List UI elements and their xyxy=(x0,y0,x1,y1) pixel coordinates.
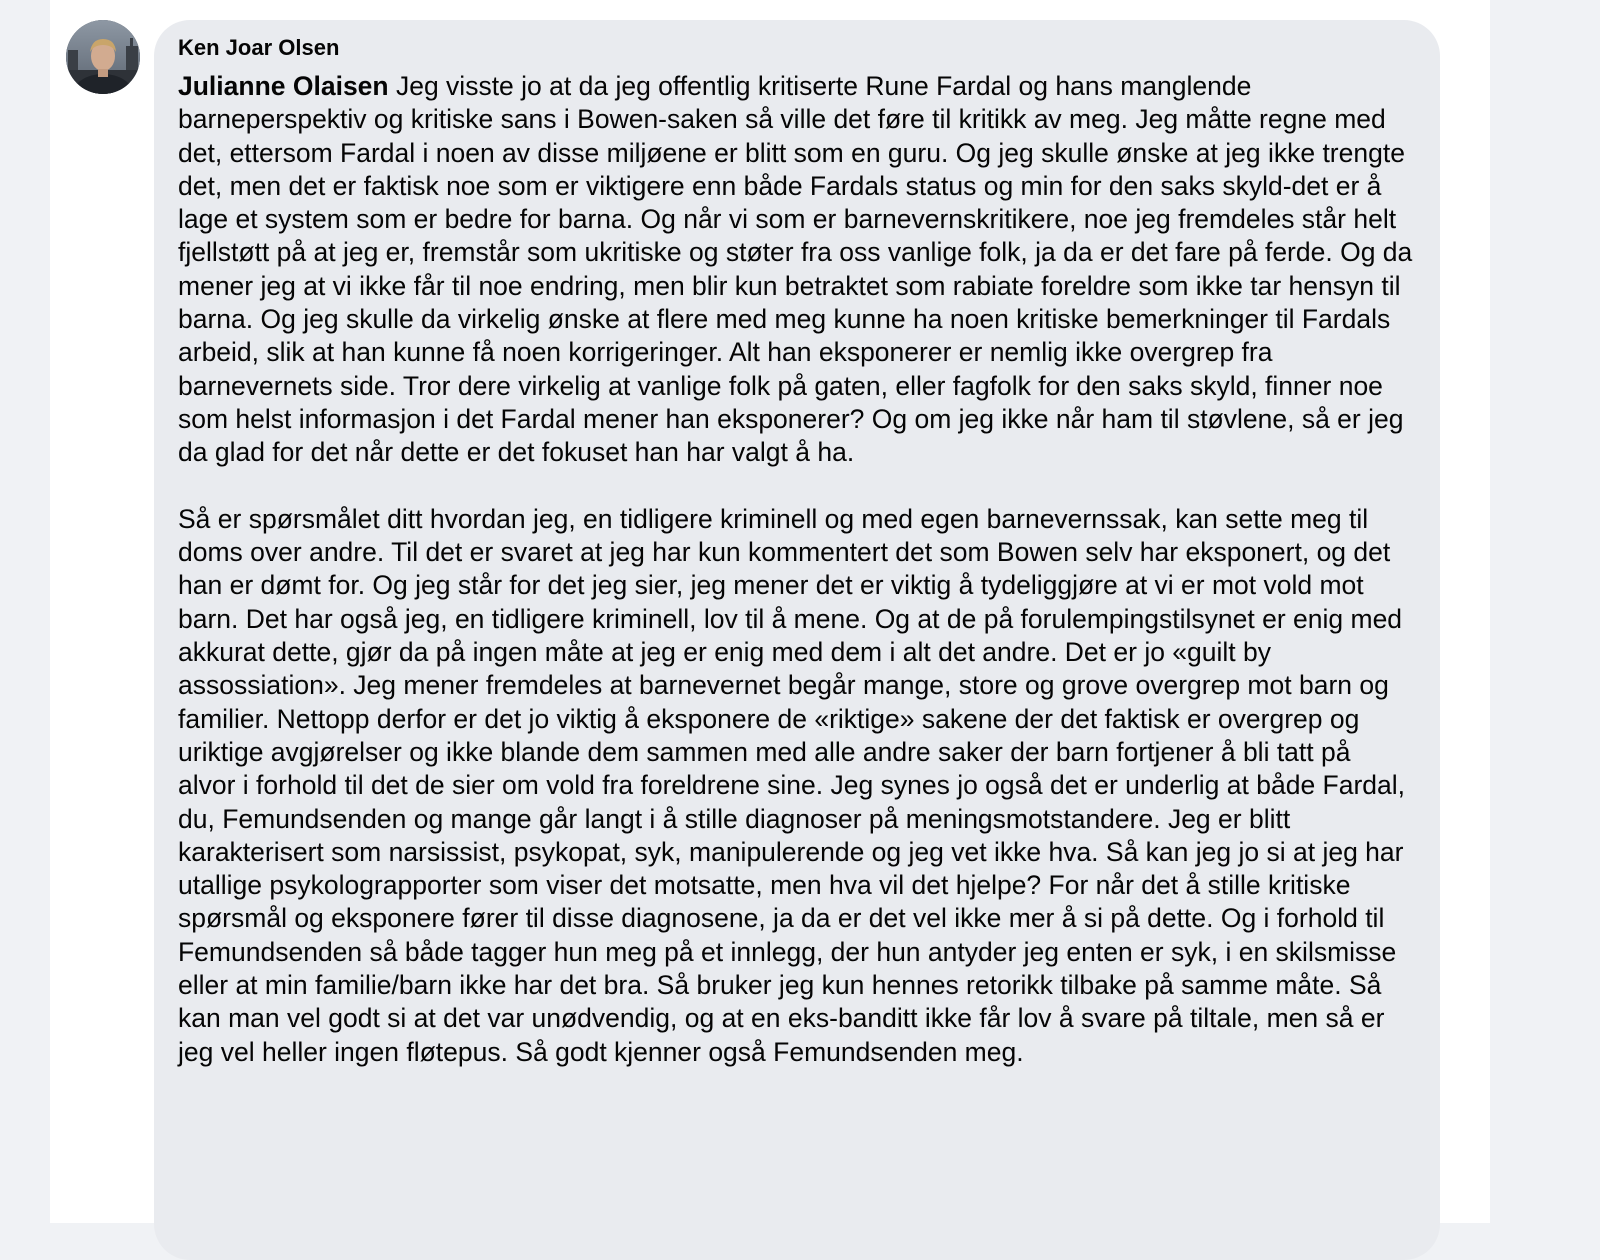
comment-author-name[interactable]: Ken Joar Olsen xyxy=(178,35,340,60)
avatar[interactable] xyxy=(66,20,140,94)
comment-paragraph: Så er spørsmålet ditt hvordan jeg, en tidligere kriminell og med egen barnevernssak, kan sette meg til doms over andre. Til det er svaret at jeg har kun kommentert det som Bowen selv har eksponert, og det han er dømt for. Og jeg står for det jeg sier, jeg mener det er viktig å tydeliggjøre at vi er mot vold mot barn. Det har også jeg, en tidligere kriminell, lov til å mene. Og at de på forulempingstilsynet er enig med akkurat dette, gjør da på ingen måte at jeg er enig med dem i alt det andre. Det er jo «guilt by assossiation». Jeg mener fremdeles at barnevernet begår mange, store og grove overgrep mot barn og familier. Nettopp derfor er det jo viktig å eksponere de «riktige» sakene der det faktisk er overgrep og uriktige avgjørelser og ikke blande dem sammen med alle andre saker der barn fortjener å bli tatt på alvor i forhold til det de sier om vold fra foreldrene sine. Jeg synes jo også det er underlig at både Fardal, du, Femundsenden og mange går langt i å stille diagnoser på meningsmotstandere. Jeg er blitt karakterisert som narsissist, psykopat, syk, manipulerende og jeg vet ikke hva. Så kan jeg jo si at jeg har utallige psykolograpporter som viser det motsatte, men hva vil det hjelpe? For når det å stille kritiske spørsmål og eksponere fører til disse diagnosene, ja da er det vel ikke mer å si på dette. Og i forhold til Femundsenden så både tagger hun meg på et innlegg, der hun antyder jeg enten er syk, i en skilsmisse eller at min familie/barn ikke har det bra. Så bruker jeg kun hennes retorikk tilbake på samme måte. Så kan man vel godt si at det var unødvendig, og at en eks-banditt ikke får lov å svare på tiltale, men så er jeg vel heller ingen fløtepus. Så godt kjenner også Femundsenden meg. xyxy=(178,503,1406,1067)
mention-link[interactable]: Julianne Olaisen xyxy=(178,71,389,101)
comment-bubble xyxy=(154,20,1440,1260)
comment-paragraph-text: Jeg visste jo at da jeg offentlig kritiserte Rune Fardal og hans manglende barneperspektiv og kritiske sans i Bowen-saken så ville det føre til kritikk av meg. Jeg måtte regne med det, ettersom Fardal i noen av disse miljøene er blitt som en guru. Og jeg skulle ønske at jeg ikke trengte det, men det er faktisk noe som er viktigere enn både Fardals status og min for den saks skyld-det er å lage et system som er bedre for barna. Og når vi som er barnevernskritikere, noe jeg fremdeles står helt fjellstøtt på at jeg er, fremstår som ukritiske og støter fra oss vanlige folk, ja da er det fare på ferde. Og da mener jeg at vi ikke får til noe endring, men blir kun betraktet som rabiate foreldre som ikke tar hensyn til barna. Og jeg skulle da virkelig ønske at flere med meg kunne ha noen kritiske bemerkninger til Fardals arbeid, slik at han kunne få noen korrigeringer. Alt han eksponerer er nemlig ikke overgrep fra barnevernets side. Tror dere virkelig at vanlige folk på gaten, eller fagfolk for den saks skyld, finner noe som helst informasjon i det Fardal mener han eksponerer? Og om jeg ikke når ham til støvlene, så er jeg da glad for det når dette er det fokuset han har valgt å ha. xyxy=(178,71,1413,468)
comment-text xyxy=(178,70,1414,1069)
comment-paragraph xyxy=(178,70,1414,470)
profile-photo-icon xyxy=(66,20,140,94)
